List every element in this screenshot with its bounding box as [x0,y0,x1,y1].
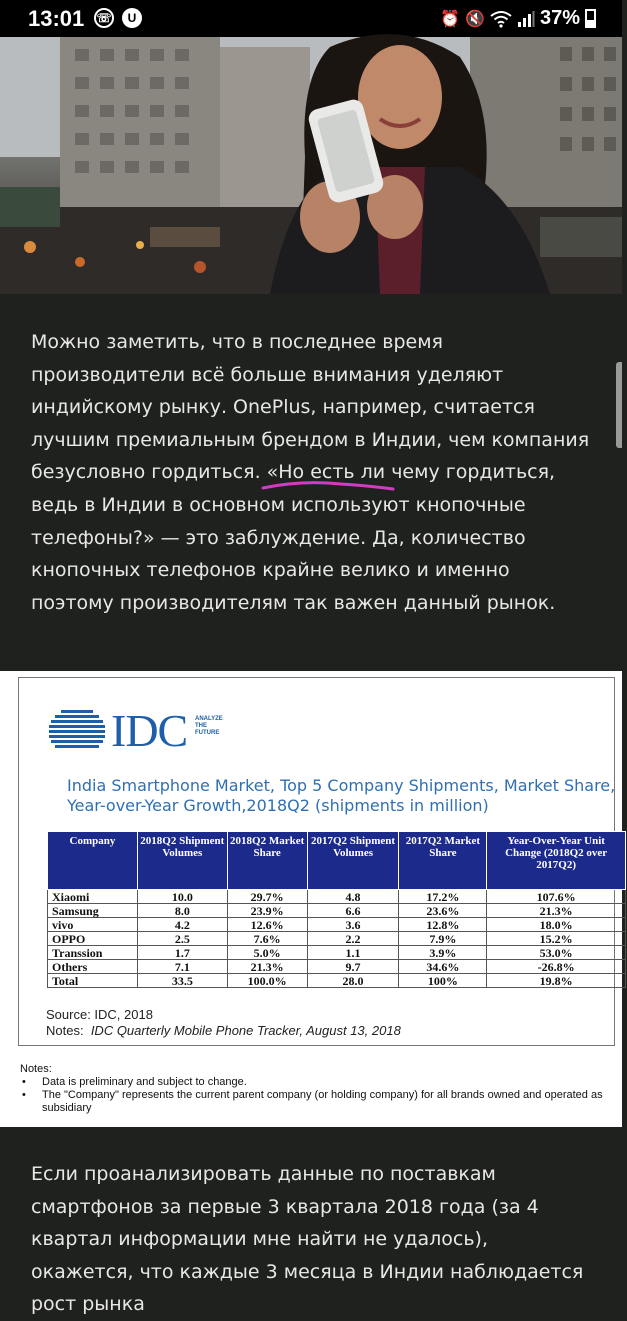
figure-title: India Smartphone Market, Top 5 Company Shipments, Market Share, Year-over-Year Growth,2018Q2 (shipments in million) [67,776,616,815]
company-cell: vivo [48,918,138,932]
figure-footnotes: Notes: • Data is preliminary and subject to change. • The "Company" represents the current parent company (or holding company) for all brands owned and operated as subsidiary [20,1063,620,1115]
table-row [48,946,626,960]
hero-photo [0,37,622,294]
value-cell: 53.0% [487,946,626,960]
u-icon: U [122,8,142,28]
value-cell: 1.7 [137,946,227,960]
value-cell: 34.6% [399,960,487,974]
battery-icon [585,9,596,28]
wifi-icon [490,10,512,28]
figure-source: Source: IDC, 2018 Notes: IDC Quarterly Mobile Phone Tracker, August 13, 2018 [46,1007,401,1038]
idc-logo [47,705,237,756]
table-row [48,974,626,988]
col-yoy-change: Year-Over-Year Unit Change (2018Q2 over 2017Q2) [487,832,626,890]
value-cell: -26.8% [487,960,626,974]
battery-percent: 37% [539,7,580,29]
value-cell: 2.5 [137,932,227,946]
mute-icon: 🔇 [465,10,485,28]
article-paragraph-1 [31,326,591,619]
value-cell: 7.9% [399,932,487,946]
value-cell: 100.0% [227,974,307,988]
table-row [48,904,626,918]
value-cell: 100% [399,974,487,988]
idc-wordmark: IDC [111,705,188,756]
hero-illustration [0,37,622,294]
value-cell: 1.1 [307,946,399,960]
company-cell: Xiaomi [48,890,138,904]
value-cell: 7.6% [227,932,307,946]
value-cell: 29.7% [227,890,307,904]
value-cell: 19.8% [487,974,626,988]
value-cell: 107.6% [487,890,626,904]
table-row [48,960,626,974]
col-company: Company [48,832,138,890]
value-cell: 3.9% [399,946,487,960]
value-cell: 8.0 [137,904,227,918]
value-cell: 5.0% [227,946,307,960]
table-row [48,918,626,932]
col-2018-volumes: 2018Q2 Shipment Volumes [137,832,227,890]
value-cell: 17.2% [399,890,487,904]
idc-figure [0,671,622,1127]
value-cell: 3.6 [307,918,399,932]
status-time: 13:01 [28,6,85,31]
value-cell: 23.9% [227,904,307,918]
value-cell: 2.2 [307,932,399,946]
company-cell: Others [48,960,138,974]
value-cell: 28.0 [307,974,399,988]
whatsapp-icon: ☏ [94,8,114,28]
paragraph-text-continued: . «Но есть ли чему гордиться, ведь в Индии в основном используют кнопочные телефоны?» — это заблуждение. Да, количество кнопочных телефонов крайне велико и именно поэтому производителям так важен данный рынок. [31,461,556,614]
highlighted-word: гордиться [151,461,255,484]
company-cell: OPPO [48,932,138,946]
value-cell: 18.0% [487,918,626,932]
company-cell: Samsung [48,904,138,918]
magenta-underline-mark [261,478,395,492]
value-cell: 12.8% [399,918,487,932]
col-2018-share: 2018Q2 Market Share [227,832,307,890]
value-cell: 21.3% [227,960,307,974]
signal-icon [517,10,535,28]
table-row [48,932,626,946]
value-cell: 10.0 [137,890,227,904]
idc-tagline: ANALYZE THE FUTURE [195,716,223,736]
shipments-table [47,831,626,988]
value-cell: 21.3% [487,904,626,918]
value-cell: 6.6 [307,904,399,918]
col-2017-volumes: 2017Q2 Shipment Volumes [307,832,399,890]
table-body [48,890,626,988]
col-2017-share: 2017Q2 Market Share [399,832,487,890]
value-cell: 9.7 [307,960,399,974]
footnote-item: • Data is preliminary and subject to change. [20,1076,620,1089]
value-cell: 4.8 [307,890,399,904]
table-row [48,890,626,904]
idc-globe-icon [47,708,107,752]
alarm-icon: ⏰ [440,10,461,28]
status-bar [0,0,622,37]
footnote-item: • The "Company" represents the current parent company (or holding company) for all brands owned and operated as subsidiary [20,1089,620,1115]
value-cell: 4.2 [137,918,227,932]
article-paragraph-2: Если проанализировать данные по поставкам смартфонов за первые 3 квартала 2018 года (за 4 квартал информации мне найти не удалось), окажется, что каждые 3 месяца в Индии наблюдается рост рынка [31,1163,584,1316]
value-cell: 7.1 [137,960,227,974]
scrollbar-thumb[interactable] [616,362,622,448]
value-cell: 15.2% [487,932,626,946]
company-cell: Total [48,974,138,988]
value-cell: 33.5 [137,974,227,988]
company-cell: Transsion [48,946,138,960]
value-cell: 23.6% [399,904,487,918]
paragraph-text: Можно заметить, что в последнее время производители всё больше внимания уделяют индийскому рынку. OnePlus, например, считается лучшим премиальным брендом в Индии, чем компания безусловно [31,331,590,484]
figure-frame [18,677,615,1046]
table-header-row [48,832,626,890]
value-cell: 12.6% [227,918,307,932]
